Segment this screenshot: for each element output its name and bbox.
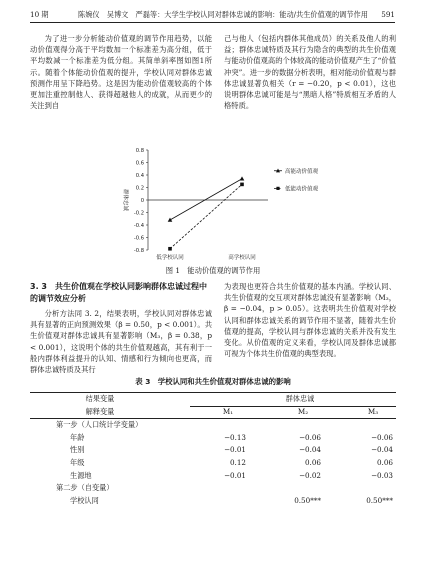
issue-number: 10 期	[30, 10, 49, 19]
data-point	[240, 176, 245, 180]
header-rule	[30, 22, 395, 23]
cell-m2: −0.06	[298, 432, 321, 442]
running-header	[30, 8, 395, 22]
paragraph: 己与他人（包括内群体其他成员）的关系及他人的利益；群体忠诚特质及其行为隐含的典型的共生价值观与能动价值观高的个体较高的能动价值观产生了“价值冲突”。进一步的数据分析表明，相对能动价值观与群体忠诚显著负相关（r = −0.20，p < 0.01），这也说明群体忠诚可能是与“黑暗人格”特质相互矛盾的人格特质。	[224, 34, 396, 111]
table-header-row	[30, 393, 396, 406]
paragraph: 为了进一步分析能动价值观的调节作用趋势，以能动价值观得分高于平均数加一个标准差为高分组，低于平均数减一个标准差为低分组。其简单斜率图如图1所示。随着个体能动价值观的提升，学校认同对群体忠诚预测作用呈下降趋势。这是因为能动价值观较高的个体更加注重控制他人、获得超越他人的成就，从而更少的关注到自	[30, 34, 212, 111]
header-group: 群体忠诚	[285, 394, 315, 403]
row-label: 年级	[70, 457, 85, 467]
y-tick-label: 0.8	[135, 148, 144, 154]
y-axis-label: 群体忠诚	[122, 188, 128, 212]
header-outcome: 结果变量	[85, 394, 115, 403]
legend-label: 低能动价值观	[285, 186, 319, 193]
cell-m1: −0.01	[223, 445, 246, 455]
legend-marker	[276, 187, 279, 190]
figure-1	[116, 146, 336, 262]
y-tick-label: 0.6	[135, 160, 144, 167]
page-number: 591	[381, 10, 395, 19]
table-step-row	[30, 419, 396, 432]
cell-m1: −0.13	[223, 432, 246, 442]
header-predictor: 解释变量	[85, 406, 115, 416]
y-tick-label: 0.2	[135, 185, 144, 192]
legend-label: 高能动价值观	[285, 168, 319, 175]
step-label: 第二步（自变量）	[56, 483, 114, 493]
cell-m3: 0.50***	[366, 495, 393, 505]
table-row	[30, 495, 396, 508]
line-chart	[116, 146, 336, 262]
section-heading: 3. 3 共生价值观在学校认同影响群体忠诚过程中的调节效应分析	[30, 282, 207, 303]
series-line	[170, 184, 242, 248]
cell-m2: 0.06	[304, 457, 321, 467]
cell-m1: 0.12	[229, 457, 246, 467]
cell-m3: −0.03	[370, 470, 393, 480]
paragraph: 分析方法同 3. 2，结果表明，学校认同对群体忠诚具有显著的正向预测效果（β = 0.50，p < 0.001）。共生价值观对群体忠诚具有显著影响（M₃，β = 0.38，p < 0.001），这说明个体的共生价值观越高，其有利于一般内群体利益提升的认知、情感和行为倾向也更高，而群体忠诚特质及其行	[30, 309, 212, 375]
cell-m3: 0.06	[376, 457, 393, 467]
table-row	[30, 470, 396, 483]
data-point	[240, 183, 244, 187]
cell-m3: −0.04	[370, 445, 393, 455]
data-point	[168, 247, 172, 251]
cell-m2: −0.04	[298, 445, 321, 455]
header-m2: M₂	[297, 406, 309, 416]
y-tick-label: 0	[140, 198, 144, 204]
header-m3: M₃	[367, 406, 379, 416]
data-point	[168, 218, 173, 222]
y-tick-label: -0.8	[133, 248, 144, 254]
y-tick-label: 0.4	[135, 173, 144, 179]
table-row	[30, 457, 396, 470]
table-row	[30, 432, 396, 445]
table-header-row-2	[30, 406, 396, 419]
table-caption: 表 3 学校认同和共生价值观对群体忠诚的影响	[135, 377, 291, 386]
y-tick-label: -0.2	[133, 210, 144, 217]
row-label: 生源地	[70, 470, 92, 480]
table-row	[30, 444, 396, 457]
cell-m2: 0.50***	[294, 495, 321, 505]
step-label: 第一步（人口统计学变量）	[56, 420, 143, 430]
cell-m1: −0.01	[223, 470, 246, 480]
right-column-top	[224, 33, 396, 111]
results-table	[30, 392, 396, 507]
x-tick-label: 高学校认同	[228, 255, 256, 261]
cell-m2: −0.02	[298, 470, 321, 480]
x-tick-label: 低学校认同	[156, 255, 184, 261]
table-step-row	[30, 482, 396, 495]
left-column-top	[30, 33, 212, 111]
y-tick-label: -0.6	[133, 235, 144, 242]
paragraph: 为表现也更符合共生价值观的基本内涵。学校认同、共生价值观的交互项对群体忠诚没有显著影响（M₃，β = −0.04，p > 0.05）。这表明共生价值观对学校认同和群体忠诚关系的调节作用不显著，随着共生价值观的提高，学校认同与群体忠诚的关系并没有发生变化。从价值观的定义来看，学校认同及群体忠诚都可视为个体共生价值观的典型表现。	[224, 282, 396, 359]
row-label: 学校认同	[70, 495, 99, 505]
series-line	[170, 179, 242, 220]
figure-caption: 图 1 能动价值观的调节作用	[165, 266, 261, 275]
row-label: 性别	[70, 445, 85, 455]
cell-m3: −0.06	[370, 432, 393, 442]
running-title: 陈婉仪 吴博文 严磊等：大学生学校认同对群体忠诚的影响：能动/共生价值观的调节作用	[78, 10, 368, 19]
left-column-bottom	[30, 308, 212, 375]
header-m1: M₁	[222, 406, 234, 416]
row-label: 年龄	[70, 432, 85, 442]
y-tick-label: -0.4	[133, 223, 144, 229]
right-column-bottom	[224, 281, 396, 359]
